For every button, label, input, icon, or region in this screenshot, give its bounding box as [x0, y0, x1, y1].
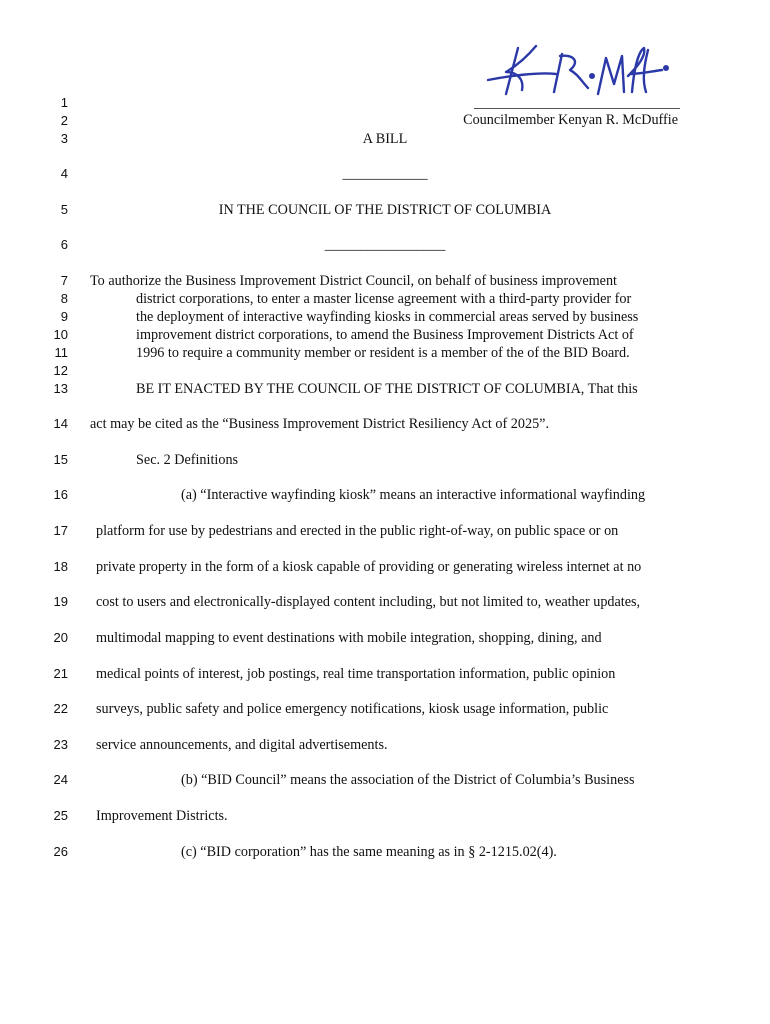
definition-line: (c) “BID corporation” has the same meaning as in § 2-1215.02(4).	[181, 844, 557, 860]
blank-line-short: ____________	[342, 166, 428, 182]
line-number: 13	[53, 381, 68, 396]
purpose-line: To authorize the Business Improvement District Council, on behalf of business improvement	[90, 273, 617, 289]
definition-line: platform for use by pedestrians and erected in the public right-of-way, on public space or on	[96, 523, 619, 539]
line-number: 2	[60, 113, 68, 128]
line-number: 22	[53, 701, 68, 716]
section-heading: Sec. 2 Definitions	[136, 452, 239, 468]
line-number: 5	[60, 202, 68, 217]
definition-line: medical points of interest, job postings, real time transportation information, public opinion	[96, 666, 616, 682]
blank-line-long: _________________	[324, 237, 446, 253]
definition-line: (a) “Interactive wayfinding kiosk” means an interactive informational wayfinding	[181, 487, 646, 503]
sponsor-name: Councilmember Kenyan R. McDuffie	[463, 112, 678, 128]
line-number: 14	[53, 416, 68, 431]
enacting-clause: BE IT ENACTED BY THE COUNCIL OF THE DISTRICT OF COLUMBIA, That this	[136, 381, 638, 397]
line-number: 1	[60, 95, 68, 110]
definition-line: private property in the form of a kiosk capable of providing or generating wireless internet at no	[96, 559, 642, 575]
line-number: 8	[60, 291, 68, 306]
council-heading: IN THE COUNCIL OF THE DISTRICT OF COLUMBIA	[218, 202, 552, 218]
purpose-line: 1996 to require a community member or resident is a member of the of the BID Board.	[136, 345, 630, 361]
line-number: 17	[53, 523, 68, 538]
line-number: 11	[54, 345, 68, 360]
line-number: 18	[53, 559, 68, 574]
definition-line: multimodal mapping to event destinations with mobile integration, shopping, dining, and	[96, 630, 602, 646]
signature-image	[478, 36, 678, 106]
line-number: 26	[53, 844, 68, 859]
line-number: 4	[60, 166, 68, 181]
line-number: 24	[53, 772, 68, 787]
line-number: 6	[60, 237, 68, 252]
line-number: 23	[53, 737, 68, 752]
definition-line: Improvement Districts.	[96, 808, 228, 824]
purpose-line: improvement district corporations, to amend the Business Improvement Districts Act of	[136, 327, 634, 343]
definition-line: surveys, public safety and police emergency notifications, kiosk usage information, public	[96, 701, 609, 717]
line-number: 3	[60, 131, 68, 146]
line-number: 9	[60, 309, 68, 324]
line-number: 16	[53, 487, 68, 502]
line-number: 7	[60, 273, 68, 288]
definition-line: cost to users and electronically-displayed content including, but not limited to, weather updates,	[96, 594, 641, 610]
bill-label: A BILL	[362, 131, 408, 147]
definition-line: (b) “BID Council” means the association of the District of Columbia’s Business	[181, 772, 635, 788]
signature-line	[474, 108, 680, 109]
short-title: act may be cited as the “Business Improvement District Resiliency Act of 2025”.	[90, 416, 550, 432]
line-number: 25	[53, 808, 68, 823]
purpose-line: district corporations, to enter a master license agreement with a third-party provider for	[136, 291, 632, 307]
purpose-line: the deployment of interactive wayfinding kiosks in commercial areas served by business	[136, 309, 639, 325]
line-number: 10	[53, 327, 68, 342]
line-number: 21	[53, 666, 68, 681]
line-number: 20	[53, 630, 68, 645]
line-number: 19	[53, 594, 68, 609]
definition-line: service announcements, and digital advertisements.	[96, 737, 388, 753]
line-number: 15	[53, 452, 68, 467]
line-number: 12	[53, 363, 68, 378]
